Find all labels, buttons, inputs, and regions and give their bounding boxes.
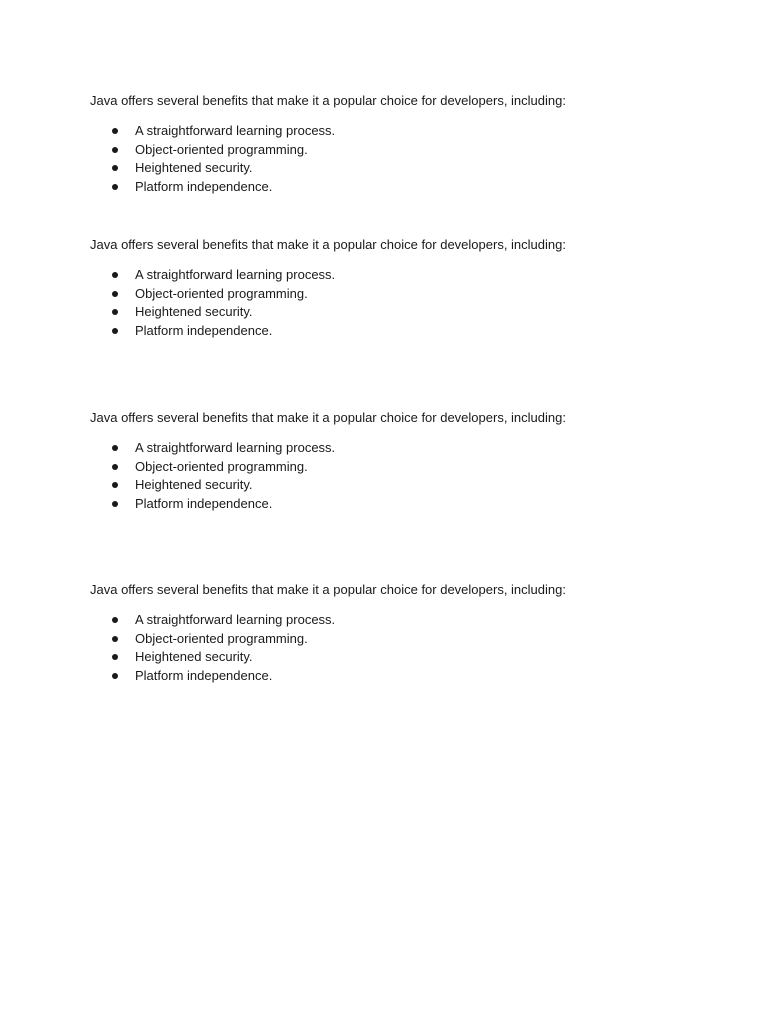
list-item xyxy=(90,285,710,304)
bullet-icon xyxy=(112,617,118,623)
list-item-text: Object-oriented programming. xyxy=(135,285,308,301)
bullet-icon xyxy=(112,309,118,315)
list-item xyxy=(90,648,710,667)
benefits-section xyxy=(90,237,710,341)
bullet-icon xyxy=(112,272,118,278)
benefits-section xyxy=(90,582,710,686)
benefits-section xyxy=(90,410,710,514)
list-item-text: Platform independence. xyxy=(135,496,273,512)
bullet-icon xyxy=(112,184,118,190)
bullet-icon xyxy=(112,482,118,488)
intro-paragraph: Java offers several benefits that make it a popular choice for developers, including: xyxy=(90,93,566,108)
list-item-text: A straightforward learning process. xyxy=(135,267,336,282)
list-item-text: A straightforward learning process. xyxy=(135,123,336,138)
bullet-icon xyxy=(112,165,118,171)
list-item-text: Platform independence. xyxy=(135,323,273,339)
list-item xyxy=(90,667,710,686)
list-item xyxy=(90,458,710,477)
list-item-text: Heightened security. xyxy=(135,160,253,176)
bullet-list xyxy=(90,122,710,197)
list-item xyxy=(90,159,710,178)
list-item-text: Heightened security. xyxy=(135,477,253,493)
bullet-icon xyxy=(112,636,118,642)
list-item xyxy=(90,630,710,649)
list-item xyxy=(90,141,710,160)
list-item xyxy=(90,122,710,141)
bullet-icon xyxy=(112,654,118,660)
intro-paragraph: Java offers several benefits that make it a popular choice for developers, including: xyxy=(90,582,566,597)
list-item xyxy=(90,495,710,514)
intro-paragraph: Java offers several benefits that make it a popular choice for developers, including: xyxy=(90,410,566,425)
list-item-text: Object-oriented programming. xyxy=(135,630,308,646)
list-item-text: Object-oriented programming. xyxy=(135,458,308,474)
bullet-icon xyxy=(112,673,118,679)
list-item xyxy=(90,476,710,495)
bullet-list xyxy=(90,266,710,341)
list-item xyxy=(90,611,710,630)
list-item xyxy=(90,303,710,322)
list-item xyxy=(90,178,710,197)
list-item-text: Platform independence. xyxy=(135,668,273,684)
list-item-text: A straightforward learning process. xyxy=(135,612,336,627)
bullet-icon xyxy=(112,291,118,297)
list-item xyxy=(90,439,710,458)
list-item xyxy=(90,322,710,341)
intro-paragraph: Java offers several benefits that make it a popular choice for developers, including: xyxy=(90,237,566,252)
list-item-text: A straightforward learning process. xyxy=(135,440,336,455)
bullet-icon xyxy=(112,147,118,153)
benefits-section xyxy=(90,93,710,197)
bullet-icon xyxy=(112,328,118,334)
bullet-icon xyxy=(112,128,118,134)
bullet-icon xyxy=(112,445,118,451)
bullet-icon xyxy=(112,501,118,507)
list-item-text: Heightened security. xyxy=(135,304,253,320)
bullet-icon xyxy=(112,464,118,470)
bullet-list xyxy=(90,611,710,686)
list-item-text: Heightened security. xyxy=(135,649,253,665)
list-item xyxy=(90,266,710,285)
bullet-list xyxy=(90,439,710,514)
list-item-text: Object-oriented programming. xyxy=(135,141,308,157)
list-item-text: Platform independence. xyxy=(135,179,273,195)
